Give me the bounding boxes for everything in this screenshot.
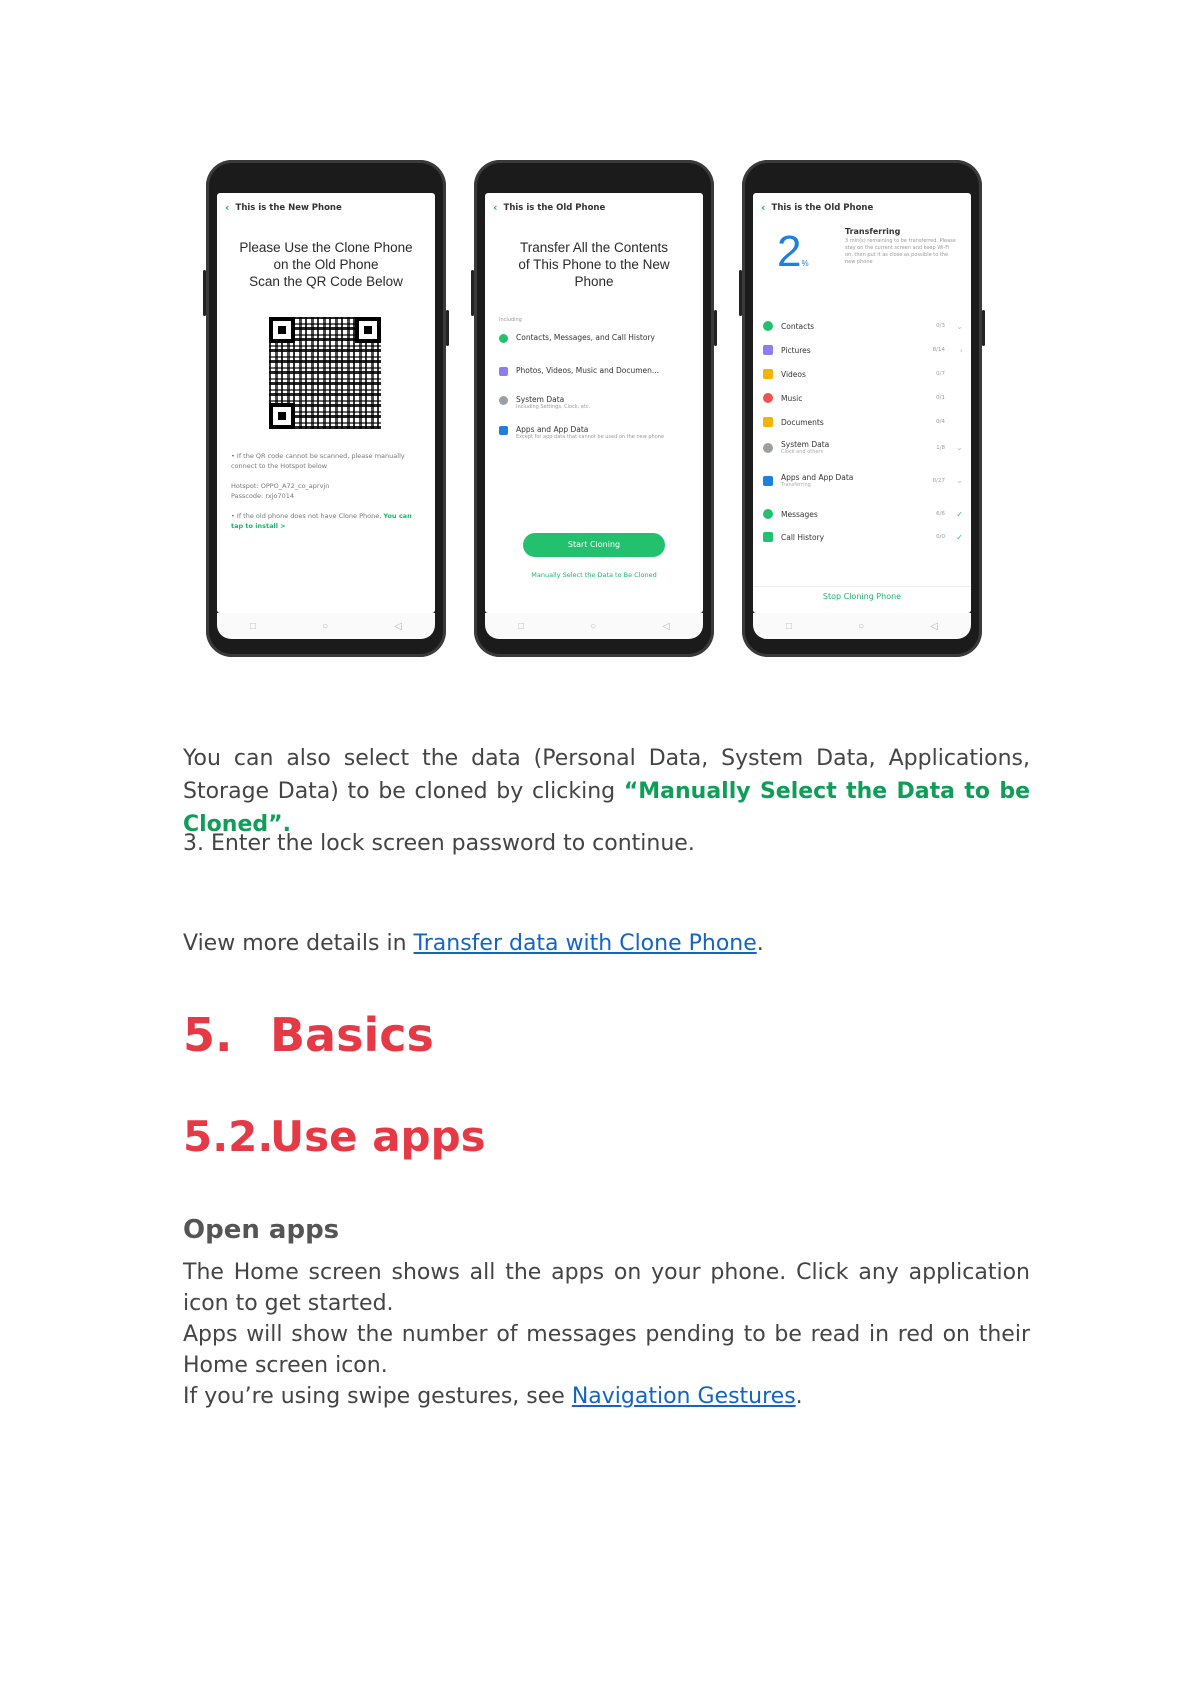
home-icon[interactable]: ○: [322, 620, 329, 632]
heading-use-apps: [183, 1112, 486, 1161]
transfer-status: [845, 227, 957, 266]
hotspot-passcode: Passcode: rxjo7014: [231, 492, 294, 500]
item-name: Pictures: [781, 345, 811, 355]
paragraph-line: [183, 1381, 1030, 1412]
back-arrow-icon[interactable]: ‹: [225, 201, 230, 214]
apps-icon: [763, 476, 773, 486]
phone-screenshots: [206, 160, 986, 660]
item-name: Documents: [781, 417, 824, 427]
heading-text: Basics: [270, 1008, 434, 1062]
item-count: 0/3: [936, 323, 945, 329]
option-media: [499, 366, 695, 376]
back-arrow-icon[interactable]: ‹: [761, 201, 766, 214]
screen-header: [225, 201, 342, 214]
install-note-text: • If the old phone does not have Clone Phone,: [231, 512, 382, 520]
transfer-item[interactable]: [763, 509, 963, 519]
option-label: Photos, Videos, Music and Documen...: [516, 366, 660, 375]
title-line: Transfer All the Contents: [519, 240, 669, 255]
phone-old-transfer-screen: [753, 193, 971, 613]
status-desc: 3 min(s) remaining to be transferred. Please stay on the current screen and keep Wi-Fi on, then put it as close as possible to the new phone: [845, 238, 956, 265]
contact-icon: [499, 334, 508, 343]
phone-old-start-screen: [485, 193, 703, 613]
screen-title: [485, 239, 703, 290]
home-icon[interactable]: ○: [858, 620, 865, 632]
gear-icon: [763, 443, 773, 453]
message-icon: [763, 509, 773, 519]
back-icon[interactable]: ◁: [662, 620, 670, 632]
item-count: 1/8: [936, 444, 945, 451]
transfer-item[interactable]: [763, 321, 963, 331]
back-icon[interactable]: ◁: [394, 620, 402, 632]
transfer-item[interactable]: [763, 440, 963, 455]
chevron-down-icon: ⌄: [956, 476, 963, 485]
item-count: 0/0: [936, 534, 945, 540]
title-line: of This Phone to the New: [518, 257, 670, 272]
item-name: Music: [781, 393, 803, 403]
phone-new: [206, 160, 446, 657]
title-line: Scan the QR Code Below: [249, 274, 403, 289]
qr-code: [269, 317, 381, 429]
option-label-wrap: [516, 395, 590, 411]
qr-note: • If the QR code cannot be scanned, please manually connect to the Hotspot below: [231, 452, 405, 470]
status-title: Transferring: [845, 227, 901, 236]
heading-open-apps: Open apps: [183, 1215, 340, 1245]
screen-header: [761, 201, 873, 214]
title-line: Phone: [574, 274, 614, 289]
image-icon: [763, 345, 773, 355]
video-icon: [763, 369, 773, 379]
paragraph-text: If you’re using swipe gestures, see: [183, 1384, 565, 1409]
transfer-item[interactable]: [763, 369, 963, 379]
item-count: 6/6: [936, 511, 945, 517]
item-sub: Transferring: [781, 482, 811, 488]
punctuation: .: [795, 1384, 803, 1409]
transfer-percent: [777, 227, 809, 277]
phone-new-screen: [217, 193, 435, 613]
item-name-wrap: [781, 473, 911, 488]
option-contacts: [499, 333, 695, 343]
percent-value: 2: [777, 227, 802, 276]
option-label: System Data: [516, 395, 565, 404]
heading-number: 5.2.: [183, 1112, 274, 1161]
hotspot-name: Hotspot: OPPO_A72_co_aprvjn: [231, 482, 330, 490]
navigation-gestures-link[interactable]: Navigation Gestures: [571, 1384, 796, 1409]
heading-basics: [183, 1008, 434, 1062]
screen-header-title: This is the Old Phone: [503, 202, 606, 213]
option-system: [499, 395, 695, 411]
phone-old-transfer: [742, 160, 982, 657]
transfer-item[interactable]: [763, 417, 963, 427]
item-name: Contacts: [781, 321, 815, 331]
option-sub: Including Settings, Clock, etc.: [516, 404, 591, 410]
start-cloning-button[interactable]: Start Cloning: [523, 533, 665, 557]
chevron-right-icon: ›: [959, 345, 963, 355]
check-icon: ✓: [956, 509, 963, 519]
nav-bar: [753, 613, 971, 639]
recents-icon[interactable]: □: [518, 620, 525, 632]
paragraph-text: You can also select the data (Personal Data, System Data, Applications, Storage Data) to be cloned by clicking: [183, 746, 1030, 804]
item-name: Videos: [781, 369, 806, 379]
gear-icon: [499, 396, 508, 405]
qr-finder: [355, 317, 381, 343]
phone-icon: [763, 532, 773, 542]
nav-bar: [217, 613, 435, 639]
phone-old-start: [474, 160, 714, 657]
option-apps: [499, 425, 695, 441]
transfer-item[interactable]: [763, 473, 963, 488]
back-icon[interactable]: ◁: [930, 620, 938, 632]
title-line: on the Old Phone: [273, 257, 379, 272]
item-sub: Clock and others: [781, 449, 824, 455]
item-count: 8/14: [932, 347, 945, 353]
item-count: 0/27: [932, 477, 945, 484]
item-count: 0/1: [936, 395, 945, 401]
recents-icon[interactable]: □: [786, 620, 793, 632]
nav-bar: [485, 613, 703, 639]
recents-icon[interactable]: □: [250, 620, 257, 632]
check-icon: ✓: [956, 532, 963, 542]
item-name: System Data: [781, 440, 830, 449]
qr-finder: [269, 403, 295, 429]
title-line: Please Use the Clone Phone: [239, 240, 413, 255]
install-link[interactable]: You can tap to install >: [231, 512, 412, 530]
contact-icon: [763, 321, 773, 331]
option-sub: Except for app data that cannot be used on the new phone: [516, 434, 665, 440]
punctuation: .: [756, 931, 764, 956]
screen-header-title: This is the Old Phone: [771, 202, 874, 213]
percent-sign: %: [801, 259, 809, 268]
qr-finder: [269, 317, 295, 343]
home-icon[interactable]: ○: [590, 620, 597, 632]
view-more-line: [183, 927, 1030, 960]
screen-title: [217, 239, 435, 290]
apps-icon: [499, 426, 508, 435]
music-icon: [763, 393, 773, 403]
view-more-text: View more details in: [183, 931, 407, 956]
paragraph-open-apps: [183, 1257, 1030, 1412]
item-name: Messages: [781, 509, 818, 519]
including-label: Including: [499, 317, 522, 323]
paragraph-line: The Home screen shows all the apps on your phone. Click any application icon to get started.: [183, 1260, 1030, 1316]
paragraph-line: Apps will show the number of messages pending to be read in red on their Home screen icon.: [183, 1322, 1030, 1378]
item-count: 0/4: [936, 419, 945, 425]
item-name: Apps and App Data: [781, 473, 854, 482]
transfer-data-link[interactable]: Transfer data with Clone Phone: [413, 931, 757, 956]
heading-text: Use apps: [270, 1112, 486, 1161]
transfer-item[interactable]: [763, 345, 963, 355]
heading-number: 5.: [183, 1008, 233, 1062]
item-count: 0/7: [936, 371, 945, 377]
install-note: [231, 511, 423, 531]
transfer-item[interactable]: [763, 393, 963, 403]
stop-cloning-button[interactable]: Stop Cloning Phone: [753, 586, 971, 601]
step-3: 3. Enter the lock screen password to continue.: [183, 831, 695, 856]
highlight-manual-select: “Manually Select the Data to be Cloned”.: [183, 779, 1030, 837]
screen-header: [493, 201, 605, 214]
manual-select-link[interactable]: Manually Select the Data to Be Cloned: [531, 571, 657, 579]
option-label: Contacts, Messages, and Call History: [516, 333, 655, 342]
option-label: Apps and App Data: [516, 425, 589, 434]
image-icon: [499, 367, 508, 376]
item-name: Call History: [781, 532, 825, 542]
screen-header-title: This is the New Phone: [235, 202, 342, 213]
chevron-down-icon: ⌄: [956, 443, 963, 452]
item-name-wrap: [781, 440, 911, 455]
back-arrow-icon[interactable]: ‹: [493, 201, 498, 214]
document-icon: [763, 417, 773, 427]
chevron-down-icon: ⌄: [956, 321, 963, 331]
transfer-item[interactable]: [763, 532, 963, 542]
option-label-wrap: [516, 425, 664, 441]
